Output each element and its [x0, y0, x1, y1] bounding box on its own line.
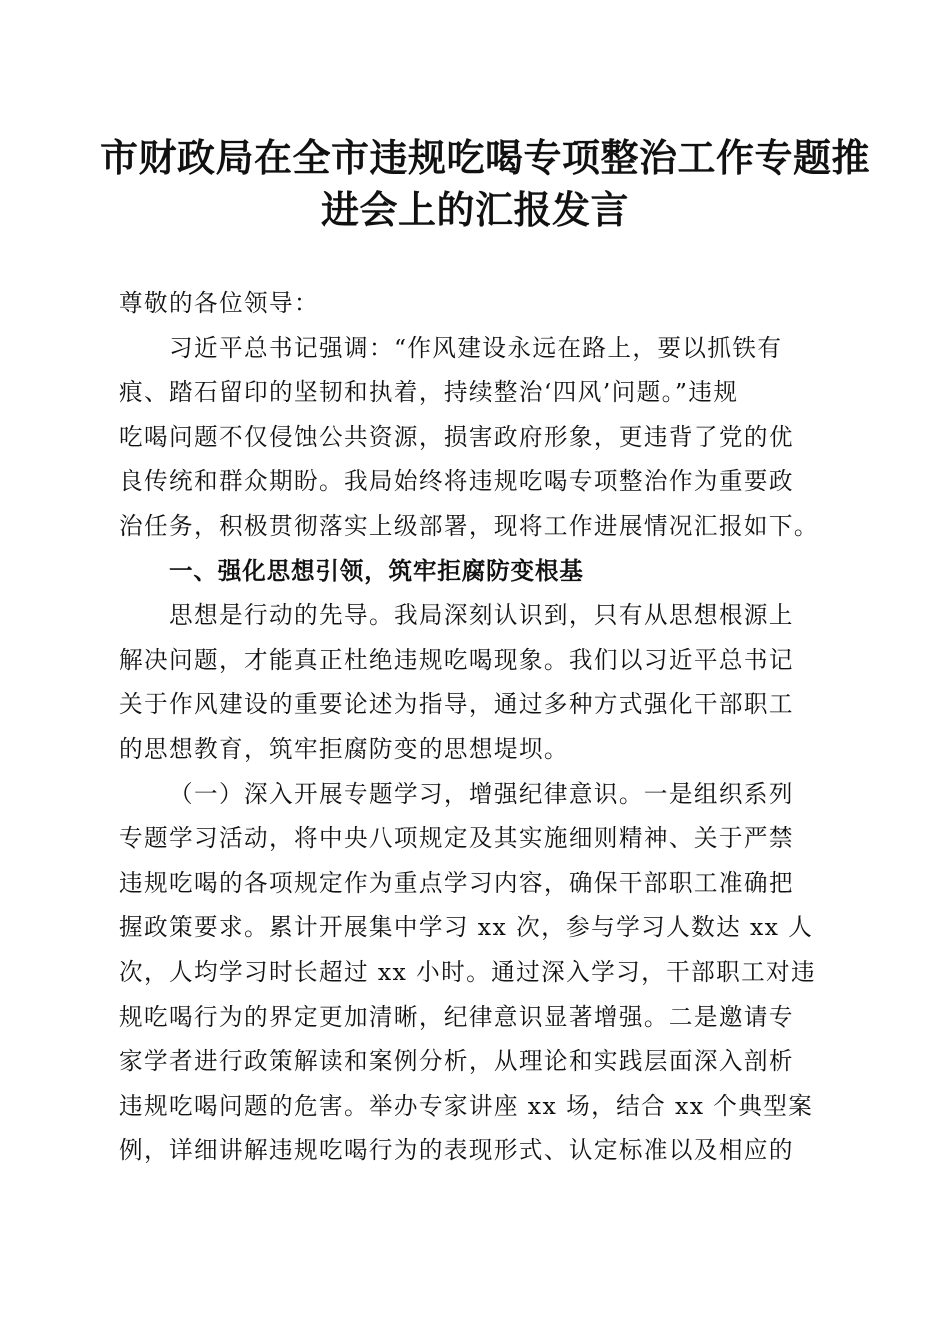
paragraph-intro — [119, 326, 831, 549]
paragraph-line: 痕、踏石留印的坚韧和执着，持续整治‘四风’问题。”违规 — [119, 378, 739, 407]
section-heading-1: 一、强化思想引领，筑牢拒腐防变根基 — [169, 556, 584, 585]
paragraph-line: 习近平总书记强调：“作风建设永远在路上，要以抓铁有 — [169, 333, 783, 362]
document-body — [119, 281, 831, 1173]
paragraph-line: 良传统和群众期盼。我局始终将违规吃喝专项整治作为重要政 — [119, 467, 794, 496]
salutation: 尊敬的各位领导： — [119, 289, 319, 317]
paragraph-line: 规吃喝行为的界定更加清晰，纪律意识显著增强。二是邀请专 — [119, 1002, 794, 1031]
title-line-2: 进会上的汇报发言 — [320, 187, 629, 232]
paragraph-line: 违规吃喝的各项规定作为重点学习内容，确保干部职工准确把 — [119, 868, 794, 897]
paragraph-line: 家学者进行政策解读和案例分析，从理论和实践层面深入剖析 — [119, 1047, 794, 1076]
paragraph-line: 治任务，积极贯彻落实上级部署，现将工作进展情况汇报如下。 — [119, 511, 819, 540]
title-line-1: 市财政局在全市违规吃喝专项整治工作专题推 — [100, 135, 871, 180]
paragraph-line: 的思想教育，筑牢拒腐防变的思想堤坝。 — [119, 734, 569, 763]
document-title — [100, 132, 871, 236]
paragraph-line: 专题学习活动，将中央八项规定及其实施细则精神、关于严禁 — [119, 824, 794, 853]
paragraph-line: 吃喝问题不仅侵蚀公共资源，损害政府形象，更违背了党的优 — [119, 422, 794, 451]
paragraph-section-1 — [119, 593, 831, 771]
paragraph-line: 思想是行动的先导。我局深刻认识到，只有从思想根源上 — [169, 601, 794, 630]
paragraph-line: 次，人均学习时长超过 xx 小时。通过深入学习，干部职工对违 — [119, 957, 817, 986]
paragraph-line: （一）深入开展专题学习，增强纪律意识。一是组织系列 — [169, 779, 794, 808]
paragraph-line: 握政策要求。累计开展集中学习 xx 次，参与学习人数达 xx 人 — [119, 913, 814, 942]
paragraph-line: 解决问题，才能真正杜绝违规吃喝现象。我们以习近平总书记 — [119, 645, 794, 674]
paragraph-line: 违规吃喝问题的危害。举办专家讲座 xx 场，结合 xx 个典型案 — [119, 1091, 814, 1120]
paragraph-line: 例，详细讲解违规吃喝行为的表现形式、认定标准以及相应的 — [119, 1136, 794, 1165]
paragraph-line: 关于作风建设的重要论述为指导，通过多种方式强化干部职工 — [119, 690, 794, 719]
paragraph-subsection-1 — [119, 772, 831, 1173]
